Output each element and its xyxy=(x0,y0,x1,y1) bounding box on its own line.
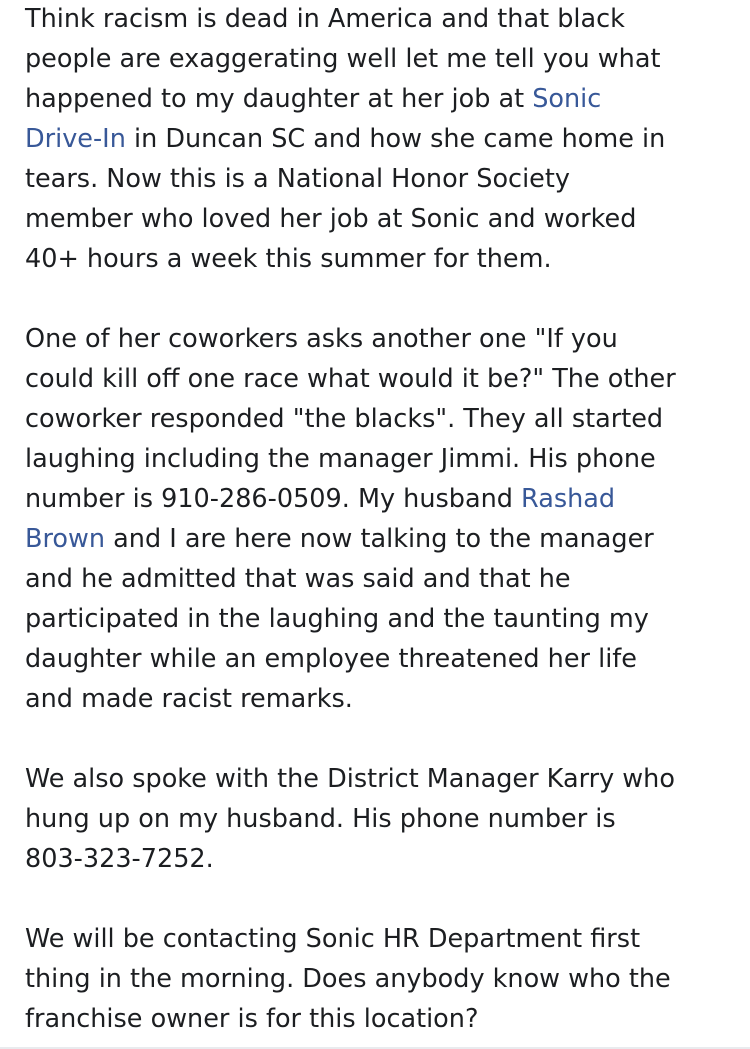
mention-link-sonic-drive-in[interactable]: Drive-In xyxy=(25,124,126,154)
post-line: could kill off one race what would it be?" The other xyxy=(25,364,676,394)
post-line: 803-323-7252. xyxy=(25,844,214,874)
post-paragraph-4 xyxy=(25,919,671,1039)
post-line-text: number is 910-286-0509. My husband xyxy=(25,484,522,514)
post-paragraph-2 xyxy=(25,319,676,719)
post-line: We also spoke with the District Manager Karry who xyxy=(25,764,675,794)
post-line-text: and I are here now talking to the manager xyxy=(105,524,654,554)
post-body xyxy=(25,0,725,1049)
post-line: One of her coworkers asks another one "If you xyxy=(25,324,618,354)
post-line: member who loved her job at Sonic and worked xyxy=(25,204,637,234)
post-line: hung up on my husband. His phone number is xyxy=(25,804,616,834)
post-line xyxy=(25,519,676,559)
post-line: participated in the laughing and the taunting my xyxy=(25,604,649,634)
post-line xyxy=(25,79,665,119)
post-line xyxy=(25,479,676,519)
mention-link-rashad-brown[interactable]: Brown xyxy=(25,524,106,554)
post-line: We will be contacting Sonic HR Department first xyxy=(25,924,641,954)
post-line: thing in the morning. Does anybody know who the xyxy=(25,964,671,994)
mention-link-rashad-brown[interactable]: Rashad xyxy=(521,484,616,514)
post-line: daughter while an employee threatened her life xyxy=(25,644,637,674)
post-line-text: happened to my daughter at her job at xyxy=(25,84,533,114)
mention-link-sonic-drive-in[interactable]: Sonic xyxy=(532,84,602,114)
post-line-text: in Duncan SC and how she came home in xyxy=(125,124,666,154)
post-line: and made racist remarks. xyxy=(25,684,353,714)
post-line: Think racism is dead in America and that black xyxy=(25,4,625,34)
post-line: and he admitted that was said and that he xyxy=(25,564,571,594)
post-line: laughing including the manager Jimmi. His phone xyxy=(25,444,656,474)
post-line: tears. Now this is a National Honor Society xyxy=(25,164,570,194)
post-paragraph-1 xyxy=(25,0,665,279)
post-paragraph-3 xyxy=(25,759,675,879)
post-line: coworker responded "the blacks". They all started xyxy=(25,404,664,434)
post-line: people are exaggerating well let me tell you what xyxy=(25,44,661,74)
post-line: 40+ hours a week this summer for them. xyxy=(25,244,552,274)
post-line: franchise owner is for this location? xyxy=(25,1004,479,1034)
post-line xyxy=(25,119,665,159)
